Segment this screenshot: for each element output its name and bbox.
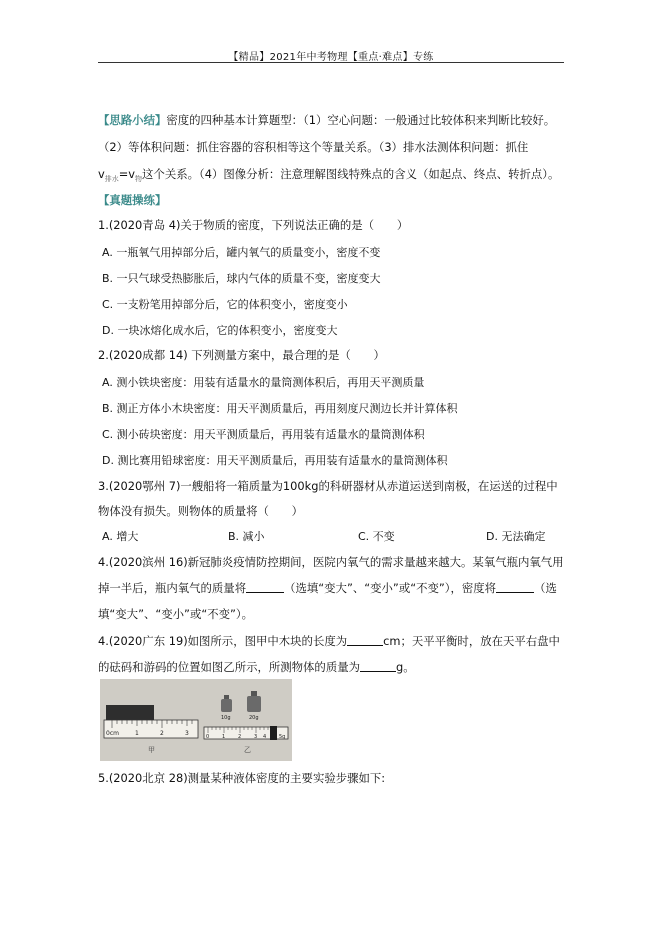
q4b-blank-length[interactable]	[347, 634, 383, 646]
summary-text-1: 密度的四种基本计算题型：（1）空心问题：一般通过比较体积来判断比较好。	[166, 113, 556, 127]
scale-label-0: 0	[206, 734, 210, 740]
q2-option-d: D. 测比赛用铅球密度：用天平测质量后，再用装有适量水的量筒测体积	[102, 454, 448, 467]
q4b-stem-2	[98, 659, 415, 675]
q2-stem: 2.(2020成都 14) 下列测量方案中，最合理的是（ ）	[98, 348, 385, 362]
q4a-stem-2	[98, 580, 557, 596]
scale-label-1: 1	[222, 734, 226, 740]
header-divider	[98, 62, 564, 63]
q4b-stem-1	[98, 633, 560, 649]
practice-heading: 【真题操练】	[98, 193, 167, 207]
q3-stem-1: 3.(2020鄂州 7)一艘船将一箱质量为100kg的科研器材从赤道运送到南极，在运送的过程中	[98, 479, 558, 493]
scale-label-2: 2	[238, 734, 242, 740]
scale-label-3: 3	[254, 734, 258, 740]
wood-block	[106, 705, 154, 721]
formula-sub-object: 物	[135, 175, 143, 183]
q3-option-a: A. 增大	[102, 530, 139, 543]
q3-option-b: B. 减小	[228, 530, 265, 543]
formula-v: v	[98, 167, 105, 181]
ruler-label-0: 0cm	[106, 730, 119, 737]
weight-label-10g: 10g	[221, 715, 231, 721]
formula-sub-displaced: 排水	[104, 175, 119, 183]
weight-20g-icon	[247, 691, 261, 712]
weight-label-20g: 20g	[249, 715, 259, 721]
q5-stem: 5.(2020北京 28)测量某种液体密度的主要实验步骤如下:	[98, 771, 386, 785]
weight-10g-icon	[221, 695, 232, 712]
q4b-text-c: 的砝码和游码的位置如图乙所示，所测物体的质量为	[98, 660, 360, 674]
q4a-blank-2[interactable]	[496, 581, 534, 593]
ruler-label-1: 1	[135, 730, 139, 737]
q4b-blank-mass[interactable]	[360, 660, 396, 672]
figure-ruler-and-balance	[100, 679, 292, 761]
q4a-text-c: （选	[534, 581, 557, 595]
caption-left: 甲	[148, 746, 155, 754]
page-header: 【精品】2021年中考物理【重点·难点】专练	[228, 52, 434, 63]
figure-graphic	[100, 679, 292, 761]
formula-eq: =v	[118, 167, 136, 181]
q1-stem: 1.(2020青岛 4)关于物质的密度，下列说法正确的是（ ）	[98, 218, 409, 232]
summary-text-3: 这个关系。（4）图像分析：注意理解图线特殊点的含义（如起点、终点、转折点）。	[142, 167, 560, 181]
q3-option-c: C. 不变	[358, 530, 395, 543]
q4b-text-d: g。	[396, 660, 415, 674]
rider-slider	[270, 726, 277, 740]
summary-tag: 【思路小结】	[98, 113, 167, 127]
q4b-text-a: 4.(2020广东 19)如图所示，图甲中木块的长度为	[98, 634, 348, 648]
ruler-label-3: 3	[185, 730, 189, 737]
q3-stem-2: 物体没有损失。则物体的质量将（ ）	[98, 504, 304, 518]
scale-label-4: 4	[263, 734, 267, 740]
q4a-text-a: 掉一半后，瓶内氧气的质量将	[98, 581, 247, 595]
q2-option-a: A. 测小铁块密度：用装有适量水的量筒测体积后，再用天平测质量	[102, 376, 425, 389]
q4a-text-b: （选填“变大”、“变小”或“不变”），密度将	[284, 581, 497, 595]
ruler-label-2: 2	[160, 730, 164, 737]
q4a-blank-1[interactable]	[246, 581, 284, 593]
q1-option-c: C. 一支粉笔用掉部分后，它的体积变小，密度变小	[102, 298, 348, 311]
summary-line-3	[98, 166, 559, 182]
q2-option-b: B. 测正方体小木块密度：用天平测质量后，再用刻度尺测边长并计算体积	[102, 402, 458, 415]
q4a-stem-1: 4.(2020滨州 16)新冠肺炎疫情防控期间，医院内氧气的需求量越来越大。某氧气瓶内氧气用	[98, 555, 564, 569]
q3-option-d: D. 无法确定	[486, 530, 546, 543]
q1-option-a: A. 一瓶氧气用掉部分后，罐内氧气的质量变小，密度不变	[102, 246, 381, 259]
caption-right: 乙	[244, 746, 251, 754]
q4a-stem-3: 填“变大”、“变小”或“不变”）。	[98, 607, 254, 621]
summary-line-2: （2）等体积问题：抓住容器的容积相等这个等量关系。（3）排水法测体积问题：抓住	[98, 140, 529, 154]
q1-option-d: D. 一块冰熔化成水后，它的体积变小，密度变大	[102, 324, 338, 337]
q2-option-c: C. 测小砖块密度：用天平测质量后，再用装有适量水的量筒测体积	[102, 428, 425, 441]
q1-option-b: B. 一只气球受热膨胀后，球内气体的质量不变，密度变大	[102, 272, 381, 285]
q4b-text-b: cm；天平平衡时，放在天平右盘中	[383, 634, 560, 648]
summary-line-1	[98, 112, 555, 128]
scale-label-5g: 5g	[279, 734, 286, 740]
